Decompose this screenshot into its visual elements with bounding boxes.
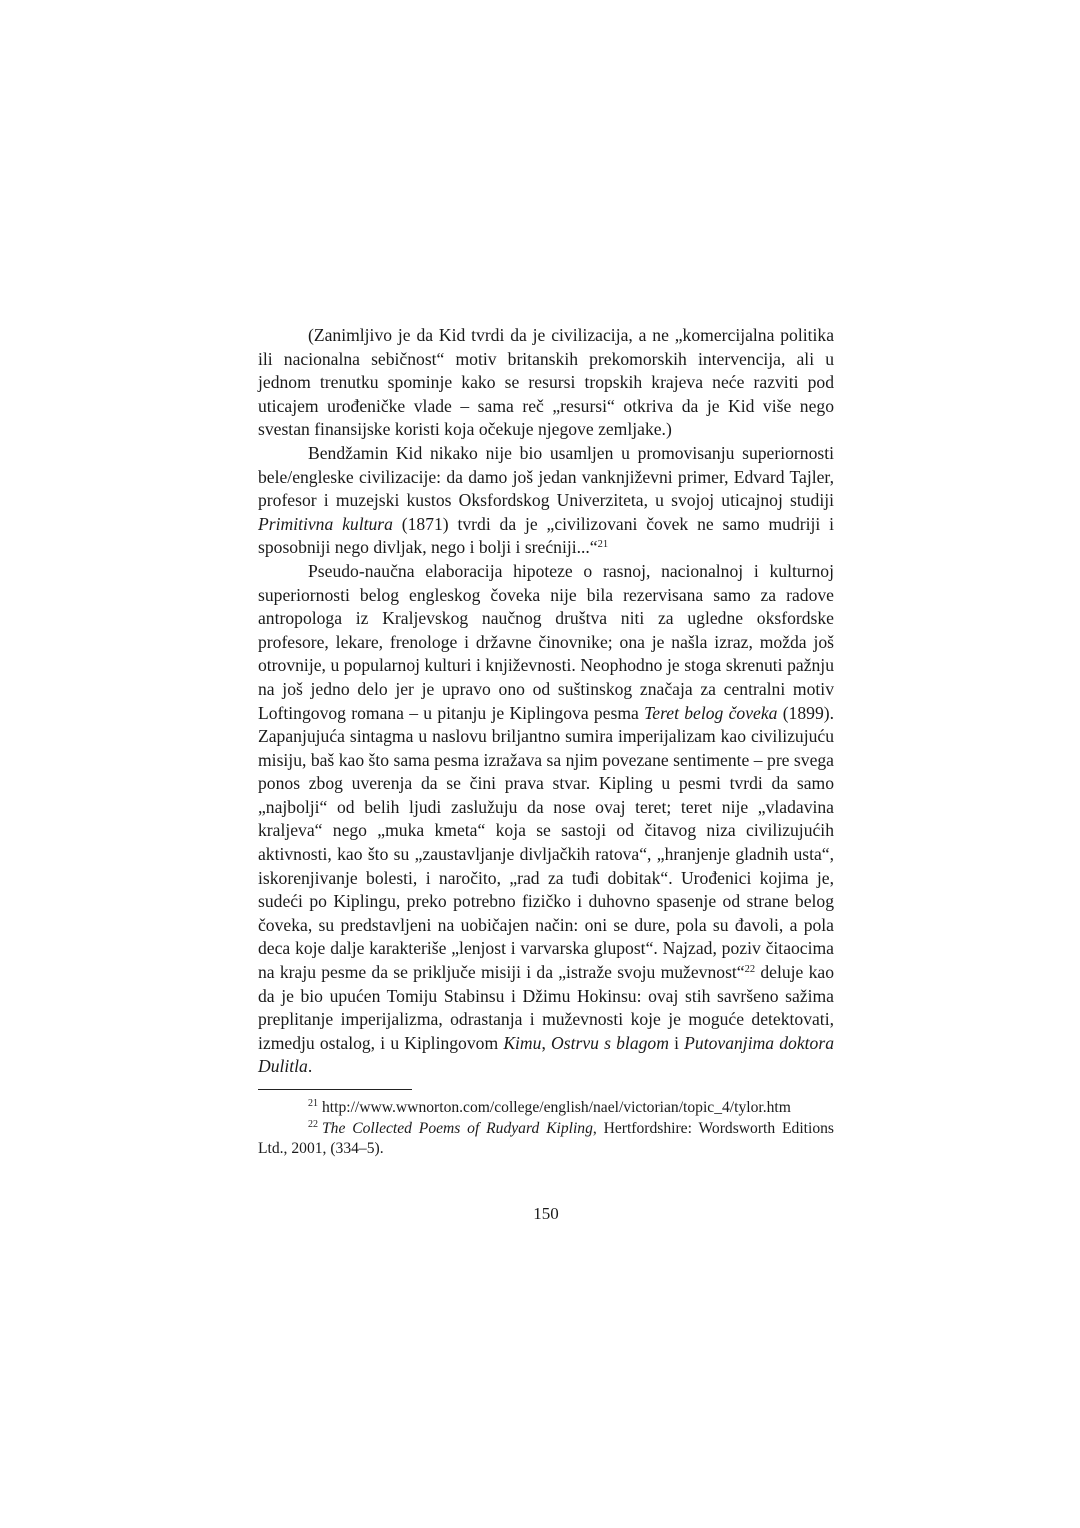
book-title-ostrvo-s-blagom: Ostrvu s blagom <box>551 1032 669 1053</box>
footnote-21 <box>258 1098 834 1119</box>
paragraph-3-text-c: deluje kao da je bio upućen Tomiju Stabinsu i Džimu Hokinsu: ovaj stih savršeno sažima preplitanje imperijalizma, odrastanja i muževnosti koje je moguće detektovati, izmedju ostalog, i u Kiplingovom <box>258 962 834 1053</box>
body-text <box>258 324 834 1079</box>
paragraph-3-text-b: (1899). Zapanjujuća sintagma u naslovu briljantno sumira imperijalizam kao civilizujuću misiju, baš kao što sama pesma izražava sa njim povezane sentimente – pre svega ponos zbog uverenja da se čini prava stvar. Kipling u pesmi tvrdi da samo „najbolji“ od belih ljudi zaslužuju da nose ovaj teret; teret nije „vladavina kraljeva“ nego „muka kmeta“ koja se sastoji od čitavog niza civilizujućih aktivnosti, kao što su „zaustavljanje divljačkih ratova“, „hranjenje gladnih usta“, iskorenjivanje bolesti, i naročito, „rad za tuđi dobitak“. Urođenici kojima je, sudeći po Kiplingu, preko potrebno fizičko i duhovno spasenje od strane belog čoveka, su predstavljeni na uobičajen način: oni se dure, pola su đavoli, a pola deca koje dalje karakteriše „lenjost i varvarska glupost“. Najzad, poziv čitaocima na kraju pesme da se priključe misiji i da „istraže svoju muževnost“ <box>258 702 835 983</box>
footnote-divider <box>258 1089 412 1090</box>
footnote-ref-21[interactable]: 21 <box>597 539 609 551</box>
separator: i <box>668 1032 685 1053</box>
separator: , <box>541 1032 552 1053</box>
paragraph-1: (Zanimljivo je da Kid tvrdi da je civilizacija, a ne „komercijalna politika ili nacionalna sebičnost“ motiv britanskih prekomorskih intervencija, ali u jednom trenutku spominje kako se resursi tropskih krajeva neće razviti pod uticajem urođeničke vlade – sama reč „resursi“ otkriva da je Kid više nego svestan finansijske koristi koja očekuje njegove zemljake.) <box>258 325 834 440</box>
page-number: 150 <box>533 1204 559 1223</box>
footnote-21-url[interactable]: http://www.wwnorton.com/college/english/nael/victorian/topic_4/tylor.htm <box>322 1099 791 1116</box>
footnotes <box>258 1098 834 1160</box>
paragraph-2-text-a: Bendžamin Kid nikako nije bio usamljen u promovisanju superiornosti bele/engleske civilizacije: da damo još jedan vanknjiževni primer, Edvard Tajler, profesor i muzejski kustos Oksfordskog Univerziteta, u svojoj uticajnoj studiji <box>258 442 834 511</box>
footnote-22-text: , Hertfordshire: Wordsworth Editions Ltd., 2001, (334–5). <box>258 1119 834 1157</box>
book-title-primitivna-kultura: Primitivna kultura <box>258 513 393 534</box>
paragraph-3 <box>258 560 834 1079</box>
footnote-mark-21: 21 <box>308 1098 318 1109</box>
page-content <box>258 324 834 1160</box>
paragraph-2-text-b: (1871) tvrdi da je „civilizovani čovek ne samo mudriji i sposobniji nego divljak, nego i bolji i srećniji...“ <box>258 513 834 558</box>
poem-title-teret-belog-coveka: Teret belog čoveka <box>644 702 778 723</box>
footnote-22 <box>258 1119 834 1160</box>
paragraph-3-end: . <box>307 1056 313 1077</box>
footnote-22-title: The Collected Poems of Rudyard Kipling <box>322 1119 593 1137</box>
paragraph-2 <box>258 442 834 560</box>
paragraph-3-text-a: Pseudo-naučna elaboracija hipoteze o rasnoj, nacionalnoj i kulturnoj superiornosti belog engleskog čoveka nije bila rezervisana samo za radove antropologa iz Kraljevskog naučnog društva niti za ugledne oksfordske profesore, lekare, frenologe i državne činovnike; ona je našla izraz, možda još otrovnije, u popularnoj kulturi i književnosti. Neophodno je stoga skrenuti pažnju na još jedno delo jer je upravo ono od suštinskog značaja za centralni motiv Loftingovog romana – u pitanju je Kiplingova pesma <box>258 560 834 723</box>
footnote-ref-22[interactable]: 22 <box>744 964 756 976</box>
book-title-putovanja-doktora-dulitla: Putovanjima doktora Dulitla <box>258 1032 834 1077</box>
footnote-mark-22: 22 <box>308 1118 318 1130</box>
book-title-kim: Kimu <box>503 1032 542 1053</box>
